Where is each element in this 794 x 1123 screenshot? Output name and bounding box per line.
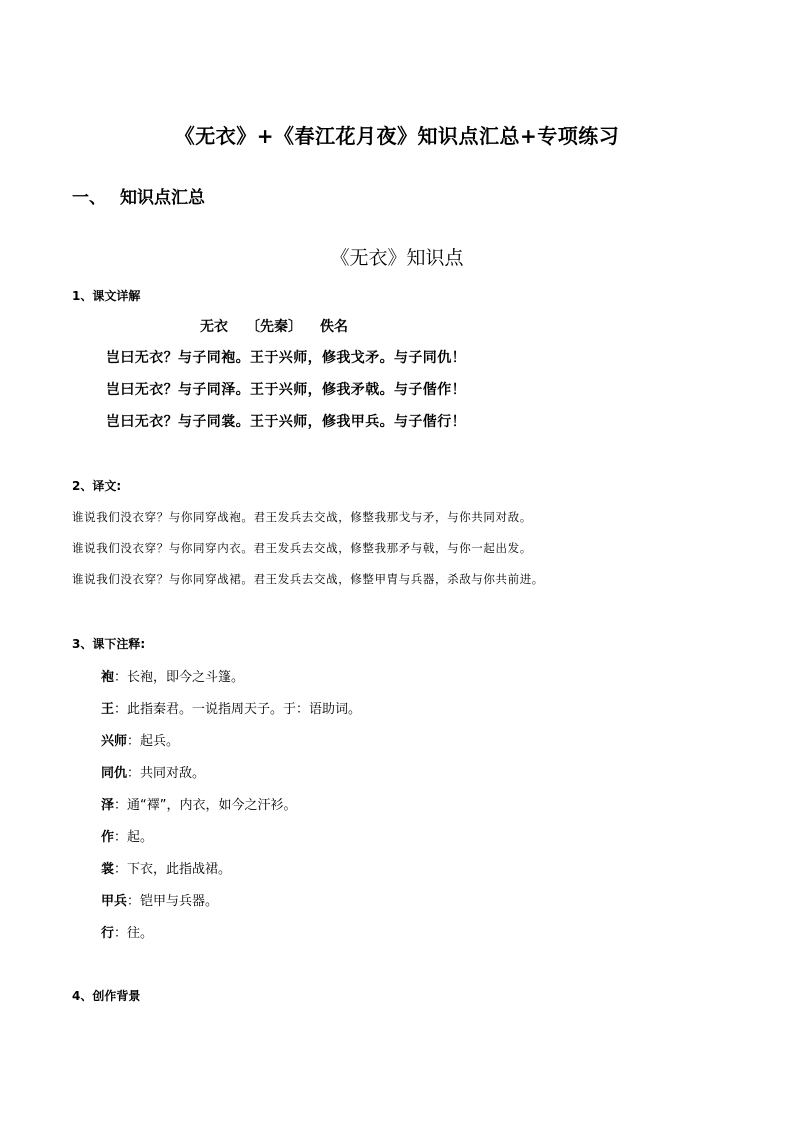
part4-label: 4、创作背景 (72, 989, 141, 1003)
translation-line: 谁说我们没衣穿？与你同穿战袍。君王发兵去交战，修整我那戈与矛，与你共同对敌。 (72, 510, 532, 524)
section-number: 一、 (72, 188, 106, 208)
translation-line: 谁说我们没衣穿？与你同穿内衣。君王发兵去交战，修整我那矛与戟，与你一起出发。 (72, 541, 532, 555)
poem-header (200, 316, 366, 336)
note-text: 起。 (127, 830, 154, 845)
note-item (101, 762, 205, 781)
note-term: 作 (101, 830, 115, 845)
note-item (101, 922, 153, 941)
translation-line: 谁说我们没衣穿？与你同穿战裙。君王发兵去交战，修整甲胄与兵器，杀敌与你共前进。 (72, 572, 544, 586)
note-item (101, 666, 244, 685)
note-term: 同仇 (101, 766, 128, 781)
note-text: 下衣，此指战裙。 (127, 862, 232, 877)
note-separator: ： (127, 894, 141, 909)
note-text: 铠甲与兵器。 (140, 894, 219, 909)
note-text: 长袍，即今之斗篷。 (127, 670, 245, 685)
note-item (101, 794, 297, 813)
note-term: 兴师 (101, 734, 128, 749)
note-text: 共同对敌。 (140, 766, 206, 781)
note-text: 此指秦君。一说指周天子。于：语助词。 (127, 702, 362, 717)
note-term: 甲兵 (101, 894, 128, 909)
poem-author: 佚名 (320, 319, 348, 335)
note-item (101, 826, 153, 845)
part2-label: 2、译文: (72, 479, 122, 493)
poem-title: 无衣 (200, 319, 228, 335)
poem-line: 岂曰无衣？与子同袍。王于兴师，修我戈矛。与子同仇！ (106, 350, 466, 366)
part3-label: 3、课下注释: (72, 637, 146, 651)
note-item (101, 890, 218, 909)
note-term: 袍 (101, 670, 115, 685)
subtitle: 《无衣》知识点 (330, 247, 464, 269)
note-separator: ： (114, 798, 128, 813)
note-term: 行 (101, 926, 115, 941)
note-item (101, 698, 361, 717)
note-item (101, 858, 231, 877)
note-term: 王 (101, 702, 115, 717)
note-separator: ： (114, 862, 128, 877)
note-separator: ： (127, 734, 141, 749)
section-heading (72, 183, 205, 208)
note-text: 通“襗”，内衣，如今之汗衫。 (127, 798, 297, 813)
note-separator: ： (114, 702, 128, 717)
note-separator: ： (114, 670, 128, 685)
note-term: 泽 (101, 798, 115, 813)
section-label: 知识点汇总 (120, 188, 205, 208)
note-item (101, 730, 179, 749)
note-text: 起兵。 (140, 734, 180, 749)
poem-line: 岂曰无衣？与子同泽。王于兴师，修我矛戟。与子偕作！ (106, 382, 466, 398)
poem-dynasty: 〔先秦〕 (246, 319, 302, 335)
note-separator: ： (114, 926, 128, 941)
note-term: 裳 (101, 862, 115, 877)
note-separator: ： (114, 830, 128, 845)
document-title: 《无衣》+《春江花月夜》知识点汇总+专项练习 (174, 124, 620, 148)
part1-label: 1、课文详解 (72, 289, 141, 303)
note-separator: ： (127, 766, 141, 781)
note-text: 往。 (127, 926, 154, 941)
poem-line: 岂曰无衣？与子同裳。王于兴师，修我甲兵。与子偕行！ (106, 414, 466, 430)
